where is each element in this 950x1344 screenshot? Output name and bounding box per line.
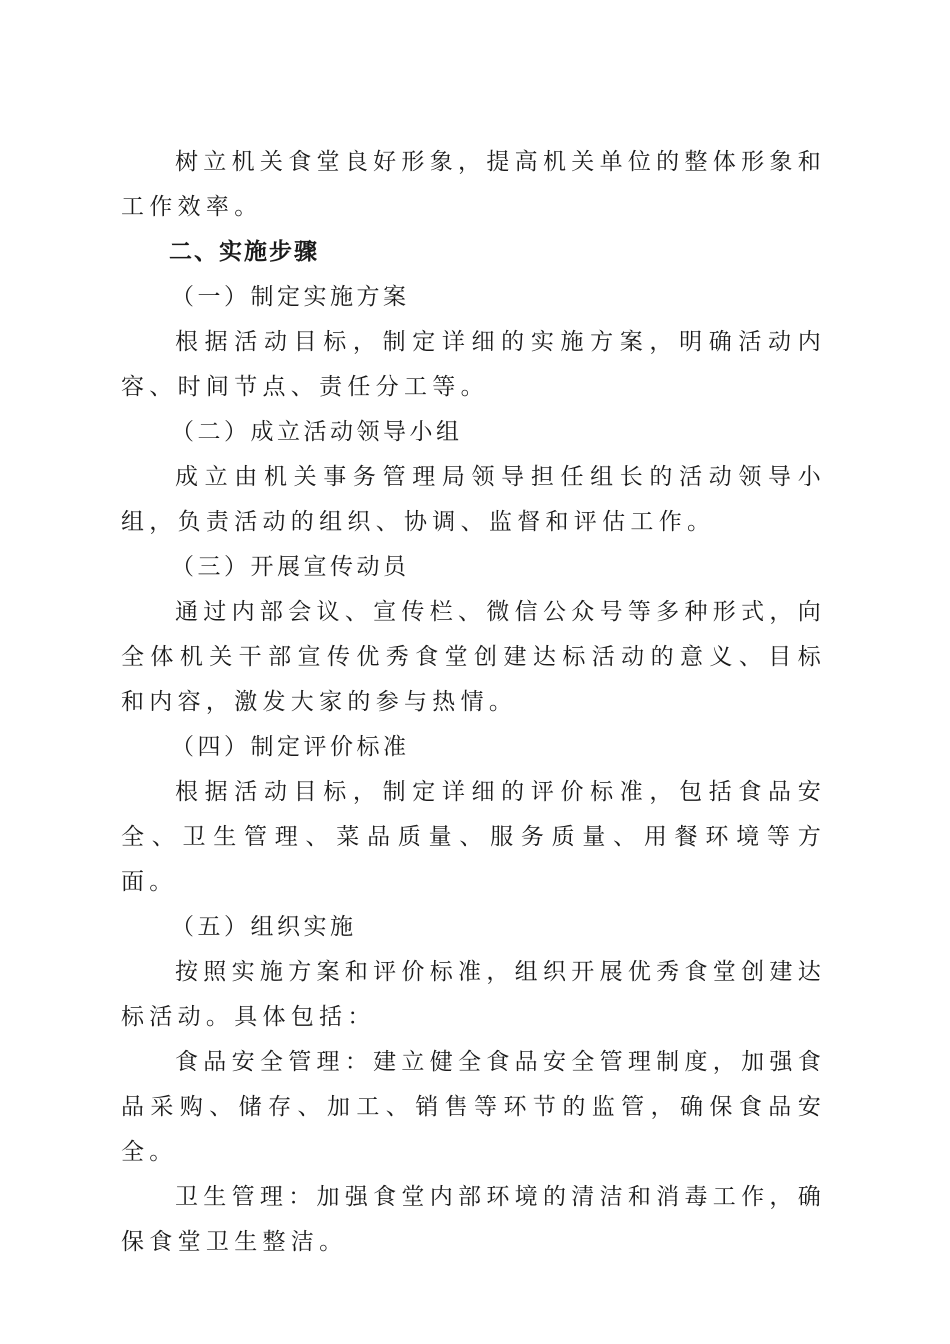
body-paragraph: 成立由机关事务管理局领导担任组长的活动领导小组，负责活动的组织、协调、监督和评估工作。 [121, 464, 826, 535]
body-paragraph: 根据活动目标，制定详细的实施方案，明确活动内容、时间节点、责任分工等。 [121, 329, 826, 400]
body-paragraph: 通过内部会议、宣传栏、微信公众号等多种形式，向全体机关干部宣传优秀食堂创建达标活动的意义、目标和内容，激发大家的参与热情。 [121, 599, 826, 715]
body-paragraph: 食品安全管理：建立健全食品安全管理制度，加强食品采购、储存、加工、销售等环节的监管，确保食品安全。 [121, 1049, 826, 1165]
section-heading: 二、实施步骤 [169, 239, 319, 265]
subsection-heading: （四）制定评价标准 [171, 734, 410, 760]
body-paragraph: 按照实施方案和评价标准，组织开展优秀食堂创建达标活动。具体包括： [121, 959, 826, 1030]
subsection-heading: （二）成立活动领导小组 [171, 419, 463, 445]
subsection-heading: （一）制定实施方案 [171, 284, 410, 310]
body-paragraph: 根据活动目标，制定详细的评价标准，包括食品安全、卫生管理、菜品质量、服务质量、用餐环境等方面。 [121, 779, 826, 895]
body-paragraph: 树立机关食堂良好形象，提高机关单位的整体形象和工作效率。 [121, 149, 826, 220]
document-body [121, 140, 826, 1265]
subsection-heading: （五）组织实施 [171, 914, 357, 940]
subsection-heading: （三）开展宣传动员 [171, 554, 410, 580]
body-paragraph: 卫生管理：加强食堂内部环境的清洁和消毒工作，确保食堂卫生整洁。 [121, 1184, 826, 1255]
